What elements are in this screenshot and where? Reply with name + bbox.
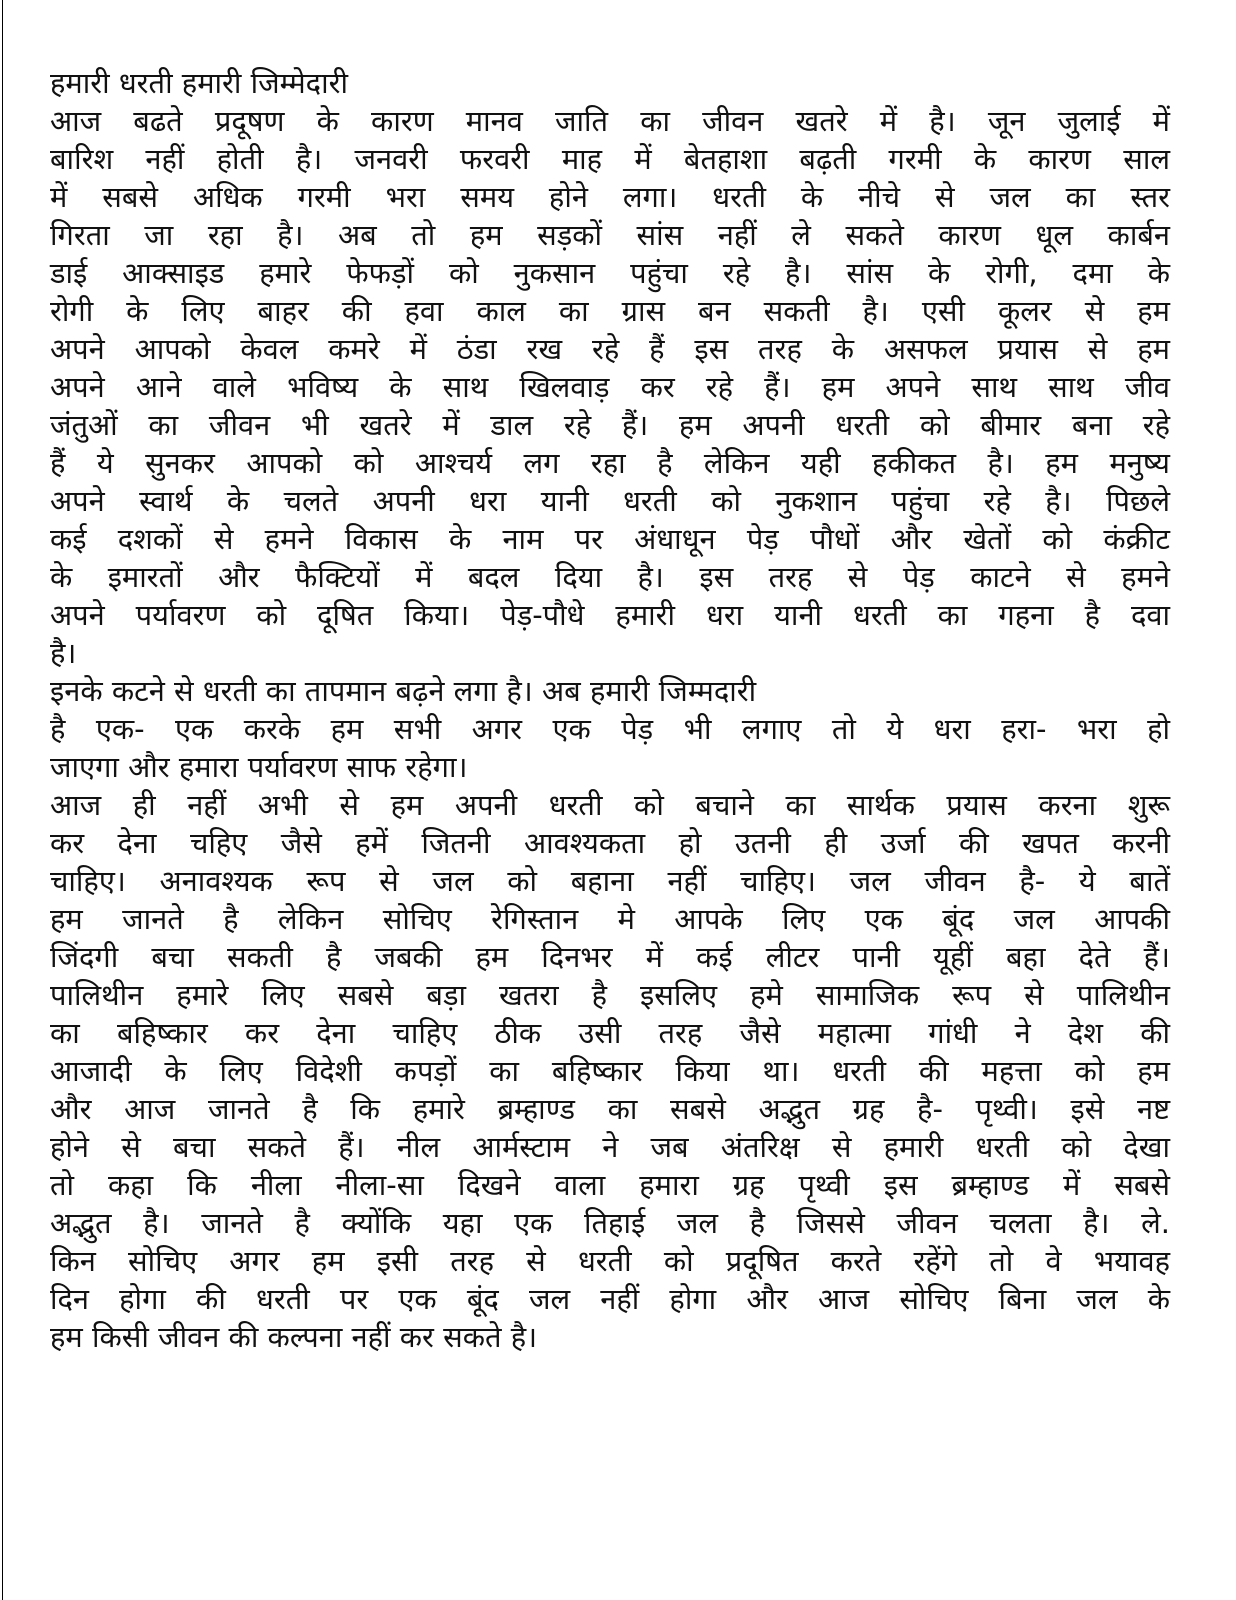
text-line: अपने आपको केवल कमरे में ठंडा रख रहे हैं इस तरह के असफल प्रयास से हम — [50, 332, 1170, 366]
text-line: है एक- एक करके हम सभी अगर एक पेड़ भी लगाए तो ये धरा हरा- भरा हो — [50, 712, 1170, 746]
text-line: आज बढते प्रदूषण के कारण मानव जाति का जीवन खतरे में है। जून जुलाई में — [50, 104, 1170, 138]
text-line: के इमारतों और फैक्टियों में बदल दिया है। इस तरह से पेड़ काटने से हमने — [50, 560, 1170, 594]
page-left-border — [2, 0, 3, 1600]
text-line: अपने आने वाले भविष्य के साथ खिलवाड़ कर रहे हैं। हम अपने साथ साथ जीव — [50, 370, 1170, 404]
text-line: होने से बचा सकते हैं। नील आर्मस्टाम ने जब अंतरिक्ष से हमारी धरती को देखा — [50, 1130, 1170, 1164]
text-line: बारिश नहीं होती है। जनवरी फरवरी माह में बेतहाशा बढ़ती गरमी के कारण साल — [50, 142, 1170, 176]
document-body — [50, 64, 1170, 1356]
text-line: है। — [50, 636, 77, 670]
text-line: आज ही नहीं अभी से हम अपनी धरती को बचाने का सार्थक प्रयास करना शुरू — [50, 788, 1170, 822]
text-line: हम किसी जीवन की कल्पना नहीं कर सकते है। — [50, 1320, 538, 1354]
text-line: हैं ये सुनकर आपको को आश्चर्य लग रहा है लेकिन यही हकीकत है। हम मनुष्य — [50, 446, 1170, 480]
text-line: गिरता जा रहा है। अब तो हम सड़कों सांस नहीं ले सकते कारण धूल कार्बन — [50, 218, 1170, 252]
text-line: कई दशकों से हमने विकास के नाम पर अंधाधून पेड़ पौधों और खेतों को कंक्रीट — [50, 522, 1170, 556]
text-line: जिंदगी बचा सकती है जबकी हम दिनभर में कई लीटर पानी यूहीं बहा देते हैं। — [50, 940, 1170, 974]
text-line: तो कहा कि नीला नीला-सा दिखने वाला हमारा ग्रह पृथ्वी इस ब्रम्हाण्ड में सबसे — [50, 1168, 1170, 1202]
text-line: रोगी के लिए बाहर की हवा काल का ग्रास बन सकती है। एसी कूलर से हम — [50, 294, 1170, 328]
text-line: और आज जानते है कि हमारे ब्रम्हाण्ड का सबसे अद्भुत ग्रह है- पृथ्वी। इसे नष्ट — [50, 1092, 1170, 1126]
text-line: जंतुओं का जीवन भी खतरे में डाल रहे हैं। हम अपनी धरती को बीमार बना रहे — [50, 408, 1170, 442]
text-line: कर देना चहिए जैसे हमें जितनी आवश्यकता हो उतनी ही उर्जा की खपत करनी — [50, 826, 1170, 860]
text-line: अपने पर्यावरण को दूषित किया। पेड़-पौधे हमारी धरा यानी धरती का गहना है दवा — [50, 598, 1170, 632]
text-line: हम जानते है लेकिन सोचिए रेगिस्तान मे आपके लिए एक बूंद जल आपकी — [50, 902, 1170, 936]
text-line: इनके कटने से धरती का तापमान बढ़ने लगा है। अब हमारी जिम्मदारी — [50, 674, 757, 708]
text-line: जाएगा और हमारा पर्यावरण साफ रहेगा। — [50, 750, 468, 784]
text-line: आजादी के लिए विदेशी कपड़ों का बहिष्कार किया था। धरती की महत्ता को हम — [50, 1054, 1170, 1088]
text-line: का बहिष्कार कर देना चाहिए ठीक उसी तरह जैसे महात्मा गांधी ने देश की — [50, 1016, 1170, 1050]
text-line: डाई आक्साइड हमारे फेफड़ों को नुकसान पहुंचा रहे है। सांस के रोगी, दमा के — [50, 256, 1170, 290]
text-line: अद्भुत है। जानते है क्योंकि यहा एक तिहाई जल है जिससे जीवन चलता है। ले. — [50, 1206, 1170, 1240]
text-line: पालिथीन हमारे लिए सबसे बड़ा खतरा है इसलिए हमे सामाजिक रूप से पालिथीन — [50, 978, 1170, 1012]
text-line: अपने स्वार्थ के चलते अपनी धरा यानी धरती को नुकशान पहुंचा रहे है। पिछले — [50, 484, 1170, 518]
document-title: हमारी धरती हमारी जिम्मेदारी — [50, 66, 348, 100]
text-line: में सबसे अधिक गरमी भरा समय होने लगा। धरती के नीचे से जल का स्तर — [50, 180, 1170, 214]
text-line: किन सोचिए अगर हम इसी तरह से धरती को प्रदूषित करते रहेंगे तो वे भयावह — [50, 1244, 1170, 1278]
text-line: चाहिए। अनावश्यक रूप से जल को बहाना नहीं चाहिए। जल जीवन है- ये बातें — [50, 864, 1170, 898]
text-line: दिन होगा की धरती पर एक बूंद जल नहीं होगा और आज सोचिए बिना जल के — [50, 1282, 1170, 1316]
